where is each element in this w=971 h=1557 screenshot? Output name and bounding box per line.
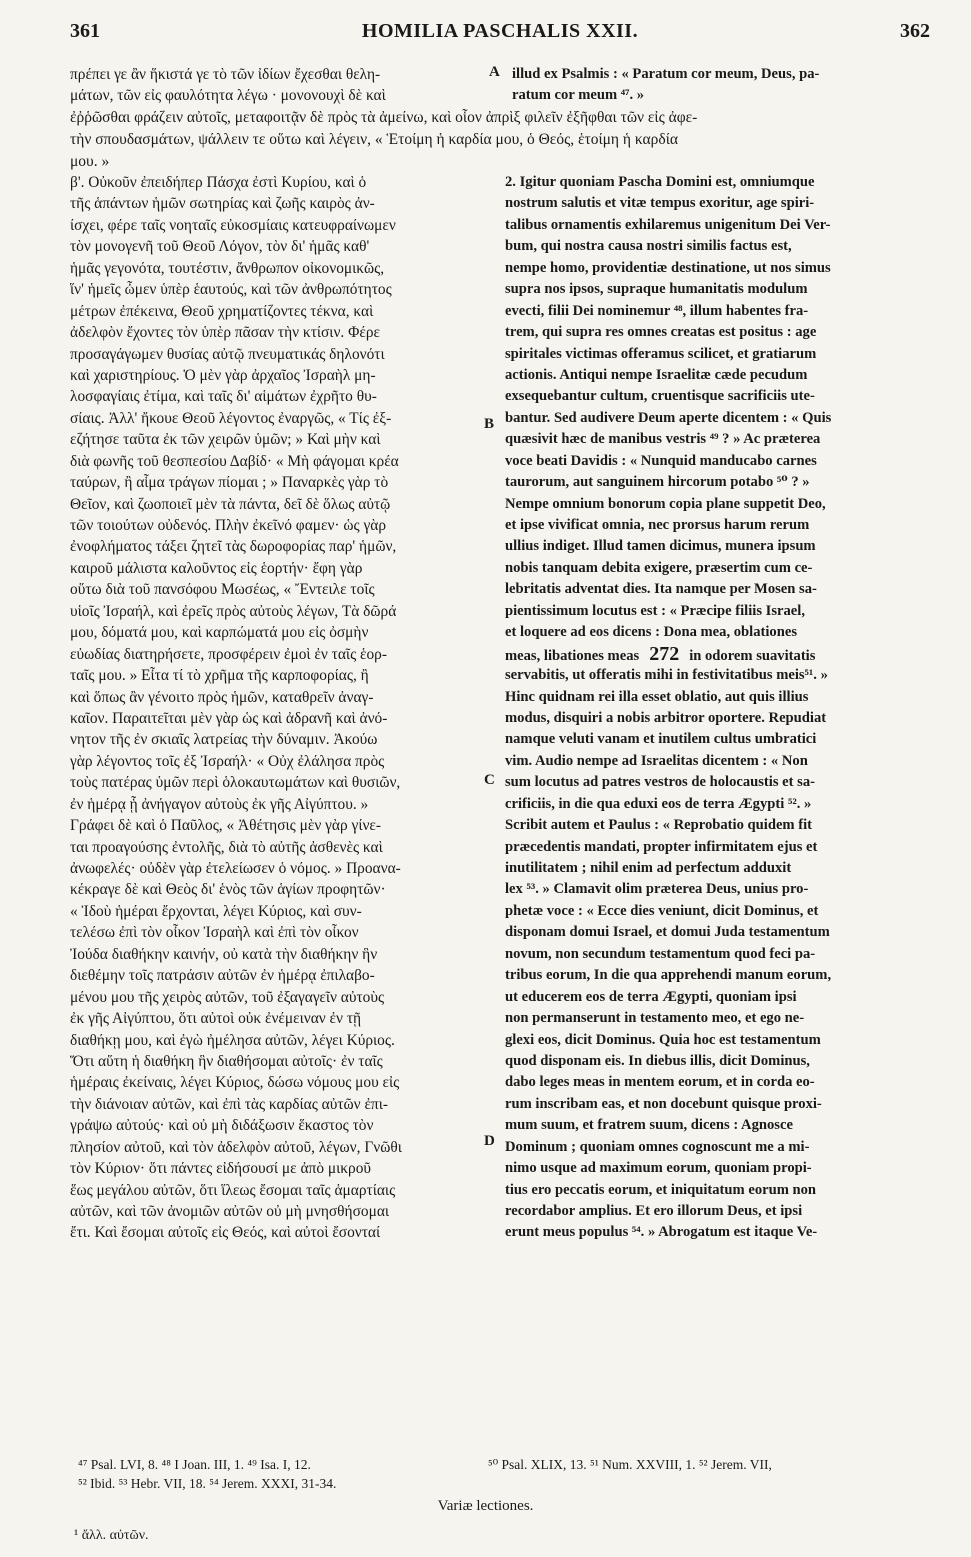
greek-line: Ὅτι αὕτη ἡ διαθήκη ἣν διαθήσομαι αὐτοῖς· ἐν ταῖς bbox=[70, 1052, 383, 1070]
margin-marker-a: A bbox=[489, 64, 500, 80]
greek-line: προσαγάγωμεν θυσίας αὐτῷ πνευματικάς δηλονότι bbox=[70, 345, 385, 363]
latin-line: bum, qui nostra causa nostri similis factus est, bbox=[505, 238, 792, 255]
greek-line: τὸν Κύριον· ὅτι πάντες εἰδήσουσί με ἀπὸ μικροῦ bbox=[70, 1160, 372, 1178]
greek-line: μέτρων ἐπέκεινα, Θεοῦ χρηματίζοντες τέκνα, καὶ bbox=[70, 302, 374, 320]
latin-line: lex ⁵³. » Clamavit olim præterea Deus, unius pro- bbox=[505, 881, 809, 898]
latin-line: tius ero peccatis eorum, et iniquitatum eorum non bbox=[505, 1181, 817, 1198]
greek-line: β'. Οὐκοῦν ἐπειδήπερ Πάσχα ἐστὶ Κυρίου, καὶ ὁ bbox=[70, 174, 367, 191]
margin-marker-c: C bbox=[484, 772, 495, 788]
latin-line: trem, qui supra res omnes creatas est positus : age bbox=[505, 324, 817, 341]
latin-line: et loquere ad eos dicens : Dona mea, oblationes bbox=[505, 624, 798, 641]
latin-line: nobis tanquam debita exigere, præsertim cum ce- bbox=[505, 559, 813, 576]
greek-line: διεθέμην τοῖς πατράσιν αὐτῶν ἐν ἡμέρᾳ ἐπιλαβο- bbox=[70, 967, 375, 985]
greek-line: ἀνωφελές· οὐδὲν γὰρ ἐτελείωσεν ὁ νόμος. » Προανα- bbox=[70, 860, 401, 877]
greek-line: πλησίον αὐτοῦ, καὶ τὸν ἀδελφὸν αὐτοῦ, λέγων, Γνῶθι bbox=[70, 1138, 402, 1156]
latin-line: vim. Audio nempe ad Israelitas dicentem : « Non bbox=[505, 752, 808, 769]
greek-line: ται προαγούσης ἐντολῆς, διὰ τὸ αὐτῆς ἀσθενὲς καὶ bbox=[70, 838, 383, 856]
latin-line: nempe homo, providentiæ destinatione, ut nos simus bbox=[505, 259, 831, 276]
greek-line: τοὺς πατέρας ὑμῶν περὶ ὁλοκαυτωμάτων καὶ θυσιῶν, bbox=[70, 774, 401, 792]
latin-line: sum locutus ad patres vestros de holocaustis et sa- bbox=[505, 774, 815, 791]
greek-line: εὐωδίας διατηρήσετε, προσφέρειν ἐμοὶ ἐν ταῖς ἑορ- bbox=[70, 645, 387, 663]
latin-top-line: ratum cor meum ⁴⁷. » bbox=[512, 87, 645, 104]
latin-line: disponam domui Israel, et domui Juda testamentum bbox=[505, 924, 830, 941]
latin-line-text: meas, libationes meas bbox=[505, 647, 640, 664]
latin-line: nimo usque ad maximum eorum, quoniam propi- bbox=[505, 1160, 812, 1177]
latin-line bbox=[505, 644, 930, 665]
greek-line: τὴν διάνοιαν αὐτῶν, καὶ ἐπὶ τὰς καρδίας αὐτῶν ἐπι- bbox=[70, 1095, 388, 1113]
margin-marker-b: B bbox=[484, 416, 495, 432]
greek-line: τελέσω ἐπὶ τὸν οἶκον Ἰσραὴλ καὶ ἐπὶ τὸν οἶκον bbox=[70, 924, 359, 942]
greek-line: κέκραγε δὲ καὶ Θεὸς δι' ἑνὸς τῶν ἁγίων προφητῶν· bbox=[70, 881, 386, 899]
latin-line: Hinc quidnam rei illa esset oblatio, aut quis illius bbox=[505, 688, 809, 705]
greek-line: ἕως μεγάλου αὐτῶν, ὅτι ἵλεως ἔσομαι ταῖς ἁμαρτίαις bbox=[70, 1181, 396, 1199]
greek-line: Γράφει δὲ καὶ ὁ Παῦλος, « Ἀθέτησις μὲν γὰρ γίνε- bbox=[70, 817, 382, 835]
latin-line: spiritales victimas offeramus scilicet, et gratiarum bbox=[505, 345, 817, 362]
latin-line: talibus ornamentis exhilaremus unigenitum Dei Ver- bbox=[505, 216, 831, 233]
greek-line: ταύρων, ἢ αἷμα τράγων πίομαι ; » Παναρκὲς γὰρ τὸ bbox=[70, 474, 389, 492]
latin-line: phetæ voce : « Ecce dies veniunt, dicit Dominus, et bbox=[505, 902, 819, 919]
latin-line: voce beati Davidis : « Nunquid manducabo carnes bbox=[505, 452, 817, 469]
latin-column bbox=[505, 172, 930, 1244]
margin-marker-d: D bbox=[484, 1133, 495, 1149]
greek-line: ἡμᾶς γεγονότα, τουτέστιν, ἄνθρωπον οἰκονομικῶς, bbox=[70, 259, 385, 277]
greek-line: μένου μου τῆς χειρὸς αὐτῶν, τοῦ ἐξαγαγεῖν αὐτοὺς bbox=[70, 988, 385, 1006]
latin-top-lines bbox=[512, 64, 930, 107]
greek-line: ίσχει, φέρε ταῖς νοηταῖς εὐκοσμίαις κατευφραίνωμεν bbox=[70, 216, 396, 234]
page-title: HOMILIA PASCHALIS XXII. bbox=[361, 20, 639, 42]
latin-line: taurorum, aut sanguinem hircorum potabo ⁵⁰ ? » bbox=[505, 474, 810, 491]
greek-line: ἀδελφὸν ἔχοντες τὸν ὑπὲρ πᾶσαν τὴν κτίσιν. Φέρε bbox=[70, 324, 380, 342]
greek-line: ἡμέραις ἐκείναις, λέγει Κύριος, δώσω νόμους μου εἰς bbox=[70, 1074, 400, 1092]
latin-line: Scribit autem et Paulus : « Reprobatio quidem fit bbox=[505, 817, 813, 834]
full-width-line: μου. » bbox=[70, 153, 110, 170]
greek-line: « Ἰδοὺ ἡμέραι ἔρχονται, λέγει Κύριος, καὶ συν- bbox=[70, 902, 362, 920]
latin-line: Nempe omnium bonorum copia plane suppetit Deo, bbox=[505, 495, 826, 512]
greek-top-line: πρέπει γε ἂν ἥκιστά γε τὸ τῶν ἰδίων ἔχεσθαι θελη- bbox=[70, 66, 381, 83]
greek-line: σίαις. Ἀλλ' ἤκουε Θεοῦ λέγοντος ἐναργῶς, « Τίς ἐξ- bbox=[70, 409, 392, 427]
greek-line: καῖον. Παραιτεῖται μὲν γὰρ ὡς καὶ ἀδρανῆ καὶ ἀνό- bbox=[70, 709, 388, 727]
variant-reading: ¹ ἄλλ. αὐτῶν. bbox=[74, 1528, 149, 1543]
latin-line: quod disponam eis. In diebus illis, dicit Dominus, bbox=[505, 1052, 810, 1069]
latin-line: supra nos ipsos, supraque humanitatis modulum bbox=[505, 281, 808, 298]
greek-line: γὰρ λέγοντος τοῖς ἐξ Ἰσραήλ· « Οὐχ ἐλάλησα πρὸς bbox=[70, 752, 385, 770]
greek-line: Ἰούδα διαθήκην καινήν, οὐ κατὰ τὴν διαθήκην ἣν bbox=[70, 945, 378, 963]
latin-line: crificiis, in die qua eduxi eos de terra Ægypti ⁵². » bbox=[505, 795, 812, 812]
greek-line: ἐν ἡμέρᾳ ᾗ ἀνήγαγον αὐτοὺς ἐκ γῆς Αἰγύπτου. » bbox=[70, 795, 369, 813]
greek-line: τὸν μονογενῆ τοῦ Θεοῦ Λόγον, τὸν δι' ἡμᾶς καθ' bbox=[70, 238, 370, 256]
greek-line: νητον τῆς ἐν σκιαῖς λατρείας τὴν δύναμιν. Ἀκούω bbox=[70, 731, 378, 749]
latin-line: namque veluti vanam et inutilem cultus umbratici bbox=[505, 731, 817, 748]
running-header bbox=[70, 20, 930, 48]
greek-column bbox=[70, 172, 495, 1244]
greek-line: μου, δόματά μου, καὶ καρπώματά μου εἰς ὀσμὴν bbox=[70, 624, 369, 642]
full-width-line: ἐῤῥῶσθαι φράζειν αὐτοῖς, μεταφοιτᾷν δὲ πρὸς τὰ ἀμείνω, καὶ οἷον ἀπρὶξ φιλεῖν ἐξῆφθαι τῶν εἰς ἀφε- bbox=[70, 109, 698, 126]
latin-line: erunt meus populus ⁵⁴. » Abrogatum est itaque Ve- bbox=[505, 1224, 818, 1241]
latin-line: evecti, filii Dei nominemur ⁴⁸, illum habentes fra- bbox=[505, 302, 809, 319]
greek-line: Θεῖον, καὶ ζωοποιεῖ μὲν τὰ πάντα, δεῖ δὲ ὅλως αὐτῷ bbox=[70, 495, 391, 513]
latin-line: ut educerem eos de terra Ægypti, quoniam ipsi bbox=[505, 988, 797, 1005]
latin-line: dabo leges meas in mentem eorum, et in corda eo- bbox=[505, 1074, 815, 1091]
latin-line: ullius indiget. Illud tamen dicimus, munera ipsum bbox=[505, 538, 816, 555]
footnote-right-1: ⁵⁰ Psal. XLIX, 13. ⁵¹ Num. XXVIII, 1. ⁵² Jerem. VII, bbox=[488, 1457, 772, 1472]
page-number-right: 362 bbox=[900, 20, 930, 42]
greek-line: ταῖς μου. » Εἶτα τί τὸ χρῆμα τῆς καρποφορίας, ἢ bbox=[70, 667, 369, 685]
latin-line: pientissimum locutus est : « Præcipe filiis Israel, bbox=[505, 602, 805, 619]
latin-line: inutilitatem ; nihil enim ad perfectum adduxit bbox=[505, 860, 792, 876]
greek-line: εζήτησε ταῦτα ἐκ τῶν χειρῶν ὑμῶν; » Καὶ μὴν καὶ bbox=[70, 431, 381, 449]
latin-line: mum suum, et fratrem suum, dicens : Agnosce bbox=[505, 1117, 793, 1134]
latin-line: modus, disquiri a nobis arbitror oportere. Repudiat bbox=[505, 709, 827, 726]
greek-line: καὶ χαριστηρίους. Ὁ μὲν γὰρ ἀρχαῖος Ἰσραὴλ μη- bbox=[70, 366, 376, 384]
footnote-left-1: ⁴⁷ Psal. LVI, 8. ⁴⁸ I Joan. III, 1. ⁴⁹ Isa. I, 12. bbox=[78, 1457, 311, 1472]
greek-line: γράψω αὐτούς· καὶ οὐ μὴ διδάξωσιν ἕκαστος τὸν bbox=[70, 1117, 374, 1135]
latin-line: quæsivit hæc de manibus vestris ⁴⁹ ? » Ac præterea bbox=[505, 431, 821, 448]
latin-line-text: in odorem suavitatis bbox=[689, 647, 816, 664]
latin-line: glexi eos, dicit Dominus. Quia hoc est testamentum bbox=[505, 1031, 821, 1048]
latin-line: nostrum salutis et vitæ tempus exoritur, age spiri- bbox=[505, 195, 815, 212]
latin-line: bantur. Sed audivere Deum aperte dicentem : « Quis bbox=[505, 409, 832, 426]
greek-line: διὰ φωνῆς τοῦ θεσπεσίου Δαβίδ· « Μὴ φάγομαι κρέα bbox=[70, 452, 399, 470]
latin-line: novum, non secundum testamentum quod feci pa- bbox=[505, 945, 816, 962]
greek-top-lines bbox=[70, 64, 495, 107]
greek-line: αὐτῶν, καὶ τῶν ἀνομιῶν αὐτῶν οὐ μὴ μνησθήσομαι bbox=[70, 1203, 390, 1220]
footnote-left-2: ⁵² Ibid. ⁵³ Hebr. VII, 18. ⁵⁴ Jerem. XXXI, 31-34. bbox=[78, 1476, 337, 1491]
greek-line: λοσφαγίαις ἐτίμα, καὶ ταῖς δι' αἱμάτων ἐχρῆτο θυ- bbox=[70, 388, 377, 406]
latin-line: recordabor amplius. Et ero illorum Deus, et ipsi bbox=[505, 1203, 803, 1219]
latin-top-line: illud ex Psalmis : « Paratum cor meum, Deus, pa- bbox=[512, 66, 820, 82]
greek-line: υἱοῖς Ἰσραήλ, καὶ ἐρεῖς πρὸς αὐτοὺς λέγων, Τὰ δῶρά bbox=[70, 602, 397, 620]
full-width-line: τὴν σπουδασμάτων, ψάλλειν τε οὕτω καὶ λέγειν, « Ἑτοίμη ἡ καρδία μου, ὁ Θεός, ἑτοίμη ἡ καρδία bbox=[70, 131, 679, 148]
greek-line: τῆς ἁπάντων ἡμῶν σωτηρίας καὶ ζωῆς καιρὸς ἀν- bbox=[70, 195, 375, 213]
greek-line: καὶ ὅπως ἂν γένοιτο πρὸς ἡμῶν, καταθρεῖν ἀναγ- bbox=[70, 688, 374, 706]
greek-line: ἐκ γῆς Αἰγύπτου, ὅτι αὐτοὶ οὐκ ἐνέμειναν ἐν τῇ bbox=[70, 1010, 362, 1028]
greek-line: ἐνοφλήματος τάξει ζητεῖ τὰς δωροφορίας παρ' ἡμῶν, bbox=[70, 538, 397, 556]
latin-line: præcedentis mandati, propter infirmitatem ejus et bbox=[505, 838, 818, 855]
latin-line: exsequebantur cultum, cruentisque sacrificiis ute- bbox=[505, 388, 815, 405]
greek-line: ἔτι. Καὶ ἔσομαι αὐτοῖς εἰς Θεός, καὶ αὐτοὶ ἔσονταί bbox=[70, 1224, 381, 1242]
greek-line: διαθήκῃ μου, καὶ ἐγὼ ἠμέλησα αὐτῶν, λέγει Κύριος. bbox=[70, 1031, 395, 1049]
column-number: 272 bbox=[649, 643, 680, 665]
latin-line: et ipse vivificat omnia, nec prorsus harum rerum bbox=[505, 517, 810, 533]
greek-line: οὕτω διὰ τοῦ πανσόφου Μωσέως, « Ἔντειλε τοῖς bbox=[70, 581, 375, 599]
greek-line: ἵν' ἡμεῖς ὦμεν ὑπὲρ ἑαυτούς, καὶ τῶν ἀνθρωπότητος bbox=[70, 281, 392, 299]
latin-line: 2. Igitur quoniam Pascha Domini est, omniumque bbox=[505, 174, 815, 190]
greek-top-line: μάτων, τῶν εἰς φαυλότητα λέγω · μονονουχὶ δὲ καὶ bbox=[70, 87, 386, 105]
latin-line: non permanserunt in testamento meo, et ego ne- bbox=[505, 1010, 805, 1027]
greek-line: καιροῦ μάλιστα καλοῦντος εἰς ἑορτήν· ἔφη γὰρ bbox=[70, 559, 363, 577]
latin-line: tribus eorum, In die qua apprehendi manum eorum, bbox=[505, 967, 832, 984]
latin-line: servabitis, ut offeratis mihi in festivitatibus meis⁵¹. » bbox=[505, 667, 828, 684]
variae-lectiones-heading: Variæ lectiones. bbox=[437, 1498, 534, 1514]
page-number-left: 361 bbox=[70, 20, 100, 42]
latin-line: actionis. Antiqui nempe Israelitæ cæde pecudum bbox=[505, 366, 808, 383]
latin-line: rum inscribam eas, et non docebunt quisque proxi- bbox=[505, 1095, 822, 1112]
latin-line: Dominum ; quoniam omnes cognoscunt me a mi- bbox=[505, 1138, 810, 1155]
latin-line: lebritatis adventat dies. Ita namque per Mosen sa- bbox=[505, 581, 817, 598]
greek-line: τῶν τοιούτων οὐδενός. Πλὴν ἐκεῖνό φαμεν· ὡς γὰρ bbox=[70, 517, 387, 534]
